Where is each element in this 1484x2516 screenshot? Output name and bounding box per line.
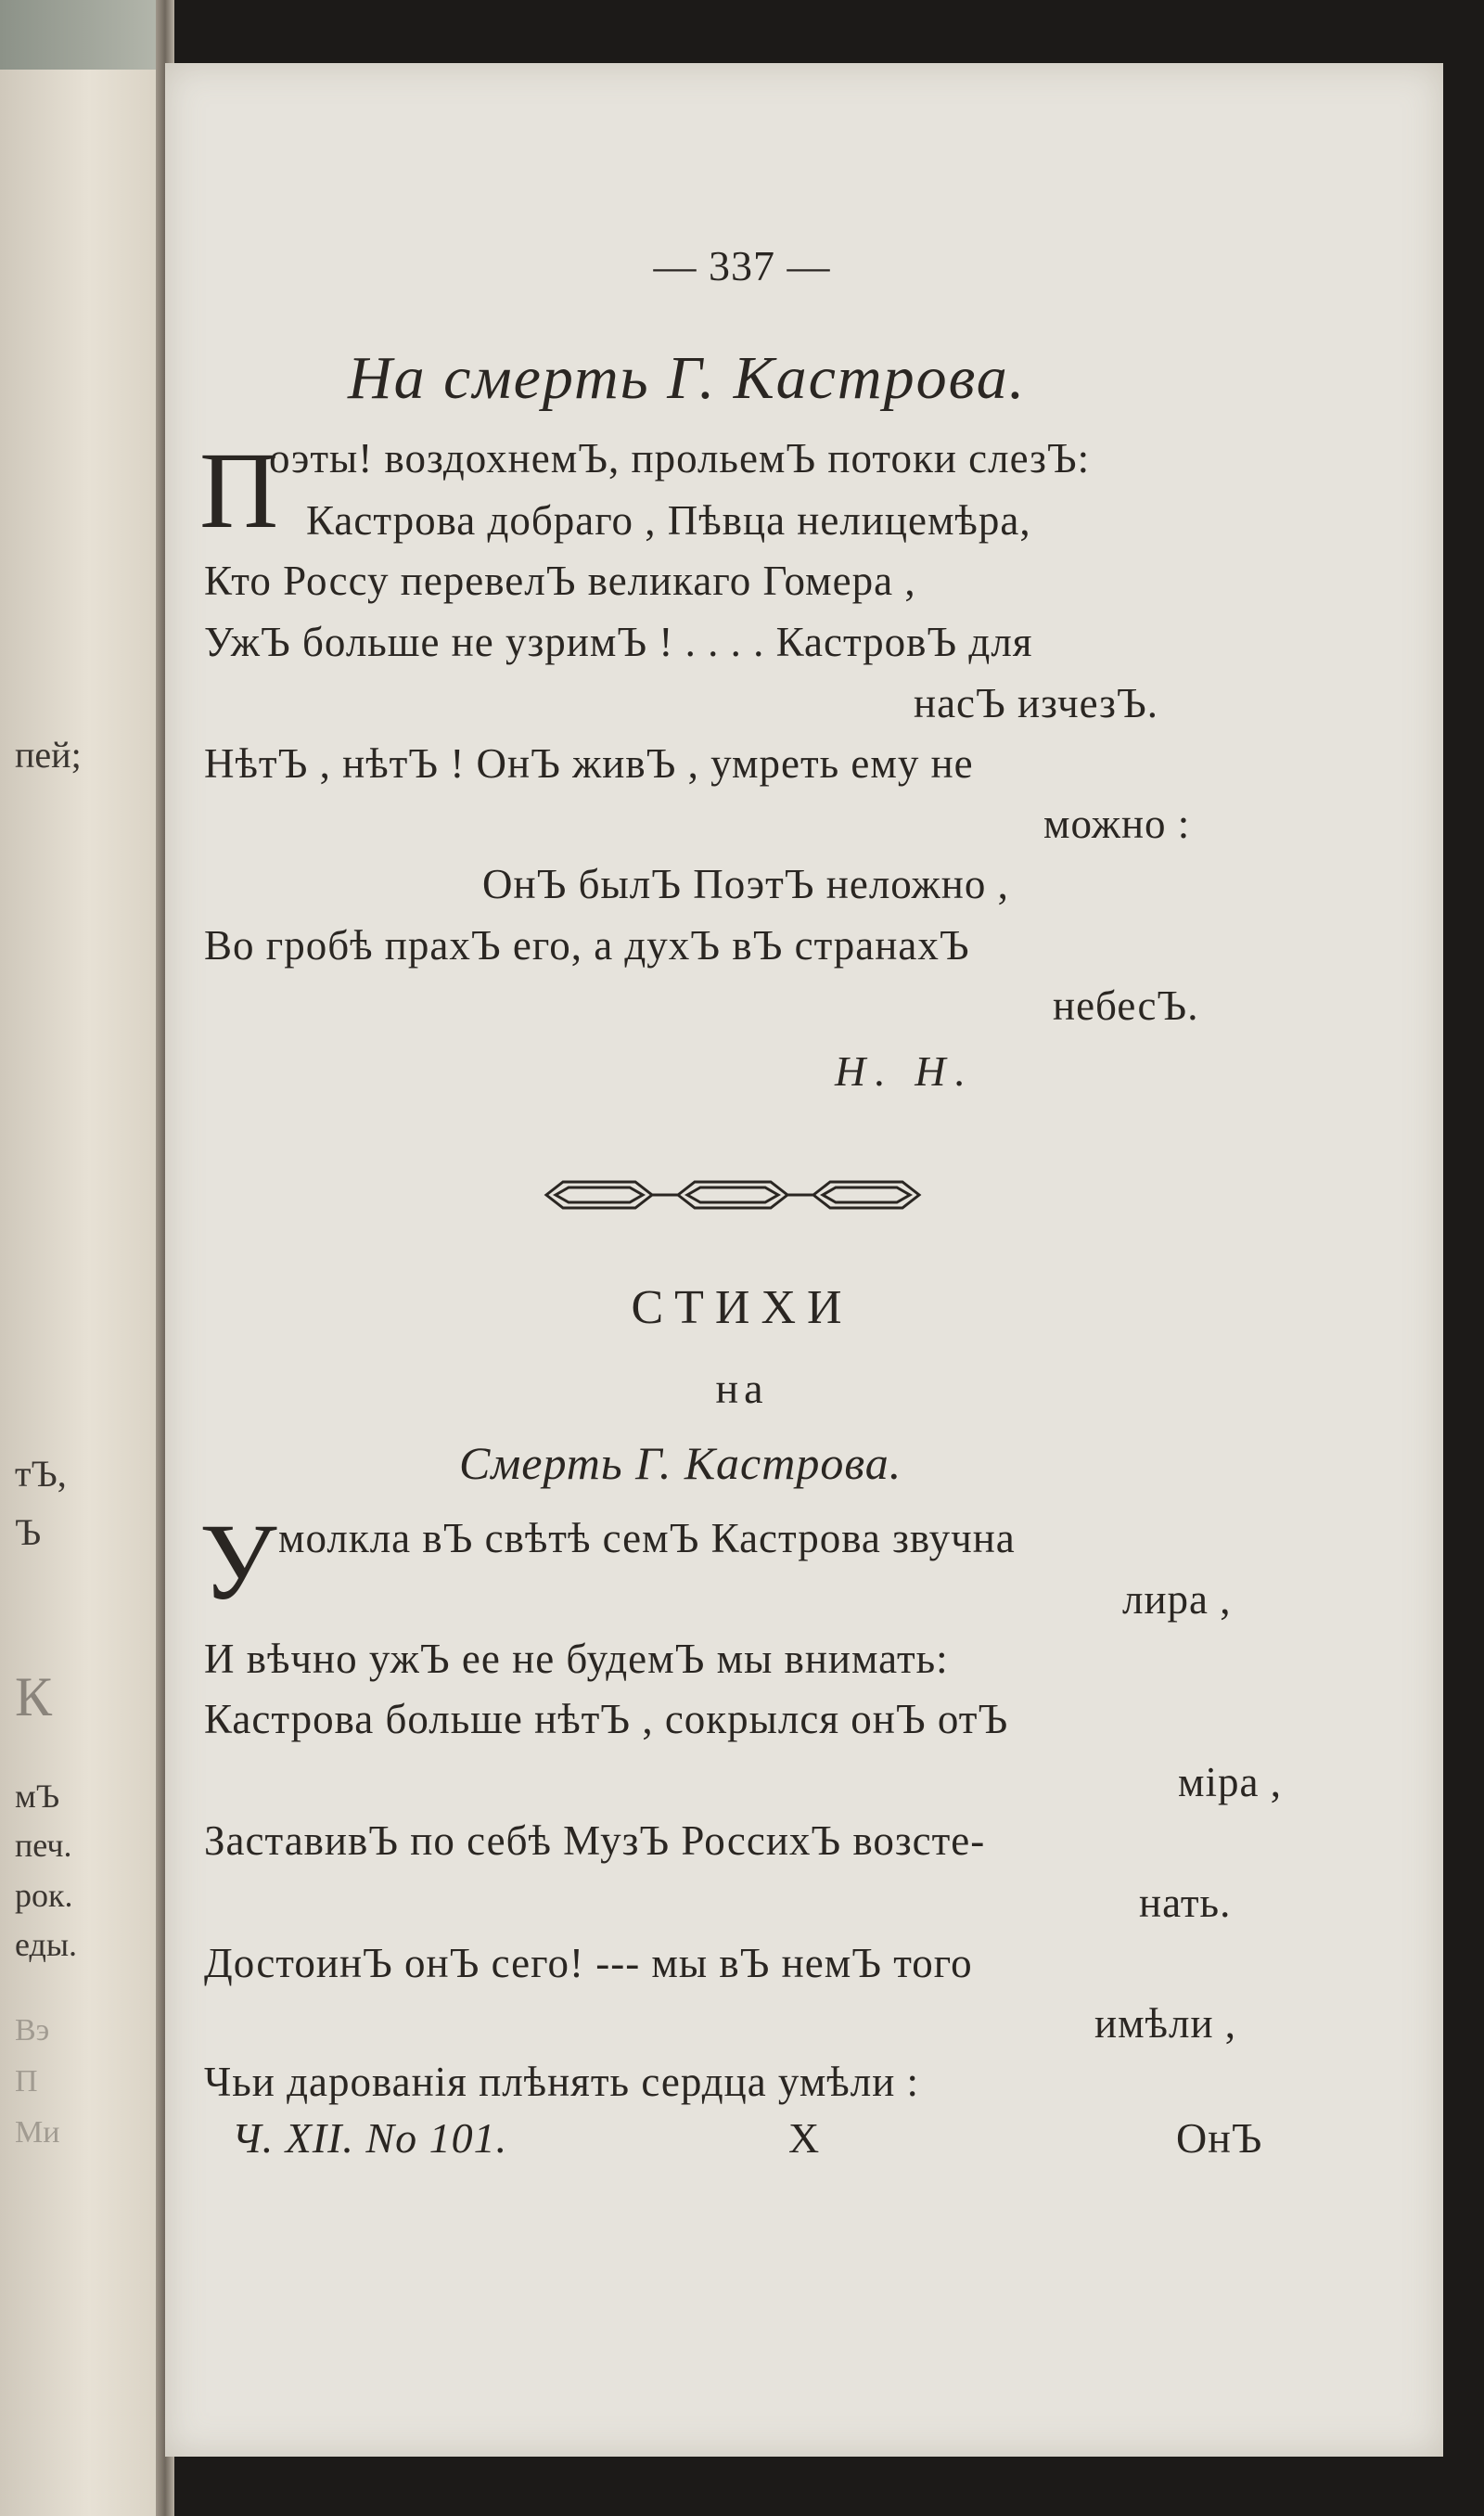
prev-fragment: еды.	[15, 1926, 78, 1963]
prev-fragment: Ми	[15, 2115, 60, 2150]
page-number: — 337 —	[653, 242, 831, 289]
poem2-line: И вѣчно ужЪ ее не будемЪ мы внимать:	[204, 1636, 949, 1682]
prev-fragment: Ъ	[15, 1511, 42, 1553]
poem2-connector: на	[715, 1365, 769, 1412]
poem2-line: ДостоинЪ онЪ сего! --- мы вЪ немЪ того	[204, 1940, 973, 1986]
prev-fragment: К	[15, 1666, 53, 1727]
poem1-line: УжЪ больше не узримЪ ! . . . . КастровЪ для	[204, 619, 1033, 665]
prev-fragment: рок.	[15, 1877, 73, 1914]
poem1-line: Кастрова добраго , Пѣвца нелицемѣра,	[306, 497, 1031, 544]
poem1-line: можно :	[1043, 801, 1191, 847]
sheet-letter: X	[788, 2114, 821, 2162]
poem1-dropcap: П	[199, 430, 279, 551]
prev-fragment: тЪ,	[15, 1453, 67, 1495]
poem1-title: На смерть Г. Кастрова.	[348, 344, 1027, 412]
prev-fragment: мЪ	[15, 1778, 60, 1815]
prev-fragment: пей;	[15, 734, 82, 776]
prev-fragment: П	[15, 2064, 38, 2099]
poem2-line: молкла вЪ свѣтѣ семЪ Кастрова звучна	[278, 1515, 1016, 1561]
page-edge-strip	[0, 0, 172, 70]
poem2-line: нать.	[1139, 1880, 1232, 1926]
poem1-line: Кто Россу перевелЪ великаго Гомера ,	[204, 558, 916, 604]
poem2-dropcap: У	[199, 1501, 277, 1623]
poem2-line: ЗаставивЪ по себѣ МузЪ РоссихЪ возсте-	[204, 1817, 986, 1864]
poem2-line: Чьи дарованія плѣнять сердца умѣли :	[204, 2059, 920, 2105]
poem1-line: небесЪ.	[1053, 982, 1199, 1029]
ornament-divider	[543, 1171, 923, 1219]
poem2-line: имѣли ,	[1094, 2000, 1237, 2047]
poem2-heading: СТИХИ	[631, 1281, 853, 1334]
poem2-line: міра ,	[1178, 1759, 1282, 1805]
prev-fragment: печ.	[15, 1827, 72, 1864]
poem2-line: Кастрова больше нѣтЪ , сокрылся онЪ отЪ	[204, 1696, 1009, 1742]
catchword: ОнЪ	[1176, 2114, 1263, 2162]
signature-mark: Ч. XII. No 101.	[232, 2114, 508, 2162]
poem1-line: ОнЪ былЪ ПоэтЪ неложно ,	[482, 861, 1009, 907]
poem1-line: насЪ изчезЪ.	[914, 680, 1158, 726]
poem1-line: Во гробѣ прахЪ его, а духЪ вЪ странахЪ	[204, 922, 970, 969]
poem2-line: лира ,	[1122, 1576, 1232, 1623]
poem1-line: НѣтЪ , нѣтЪ ! ОнЪ живЪ , умреть ему не	[204, 740, 974, 787]
poem1-line: оэты! воздохнемЪ, прольемЪ потоки слезЪ:	[269, 435, 1091, 481]
prev-fragment: Вэ	[15, 2013, 50, 2047]
poem2-title: Смерть Г. Кастрова.	[459, 1437, 902, 1489]
poem1-signature: Н. Н.	[835, 1047, 975, 1095]
